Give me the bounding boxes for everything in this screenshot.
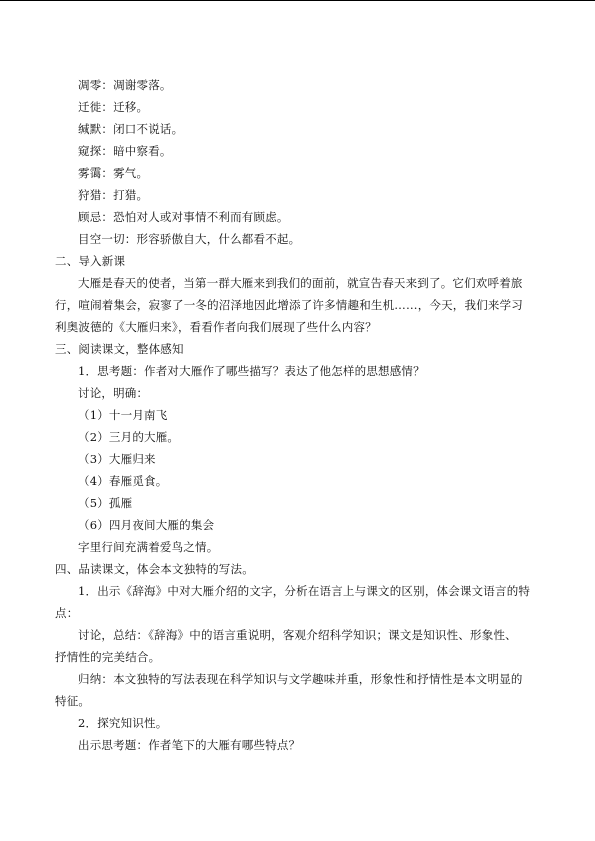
question-text: 点： [55, 606, 79, 620]
vocab-item: 雾霭：雾气。 [78, 166, 149, 180]
vocab-item: 迁徙：迁移。 [78, 100, 149, 114]
vocab-item: 窥探：暗中察看。 [78, 144, 172, 158]
intro-paragraph-line: 大雁是春天的使者，当第一群大雁来到我们的面前，就宣告春天来到了。它们欢呼着旅 [78, 276, 523, 290]
intro-paragraph-line: 行，喧闹着集会，寂寥了一冬的沼泽地因此增添了许多情趣和生机……，今天，我们来学习 [55, 298, 523, 312]
conclusion-text: 归纳：本文独特的写法表现在科学知识与文学趣味并重，形象性和抒情性是本文明显的 [78, 672, 523, 686]
vocab-item: 缄默：闭口不说话。 [78, 122, 184, 136]
conclusion-text: 特征。 [55, 694, 91, 708]
question-text: 1．出示《辞海》中对大雁介绍的文字，分析在语言上与课文的区别，体会课文语言的特 [78, 584, 531, 598]
question-text: 2．探究知识性。 [78, 716, 168, 730]
list-item: （2）三月的大雁。 [78, 430, 180, 444]
list-item: （5）孤雁 [78, 496, 133, 510]
list-item: （1）十一月南飞 [78, 408, 168, 422]
conclusion-text: 字里行间充满着爱鸟之情。 [78, 540, 219, 554]
summary-text: 抒情性的完美结合。 [55, 650, 161, 664]
page-top-rule [0, 0, 595, 1]
section-heading: 二、导入新课 [55, 254, 126, 268]
list-item: （6）四月夜间大雁的集会 [78, 518, 215, 532]
discussion-label: 讨论，明确： [78, 386, 149, 400]
summary-text: 讨论，总结：《辞海》中的语言重说明，客观介绍科学知识；课文是知识性、形象性、 [78, 628, 517, 642]
vocab-item: 目空一切：形容骄傲自大，什么都看不起。 [78, 232, 301, 246]
section-heading: 四、品读课文，体会本文独特的写法。 [55, 562, 254, 576]
vocab-item: 凋零：凋谢零落。 [78, 78, 172, 92]
question-text: 出示思考题：作者笔下的大雁有哪些特点？ [78, 738, 301, 752]
list-item: （3）大雁归来 [78, 452, 156, 466]
list-item: （4）春雁觅食。 [78, 474, 168, 488]
vocab-item: 顾忌：恐怕对人或对事情不利而有顾虑。 [78, 210, 289, 224]
question-text: 1．思考题：作者对大雁作了哪些描写？表达了他怎样的思想感情？ [78, 364, 425, 378]
intro-paragraph-line: 利奥波德的《大雁归来》，看看作者向我们展现了些什么内容？ [55, 320, 377, 334]
section-heading: 三、阅读课文，整体感知 [55, 342, 184, 356]
vocab-item: 狩猎：打猎。 [78, 188, 149, 202]
